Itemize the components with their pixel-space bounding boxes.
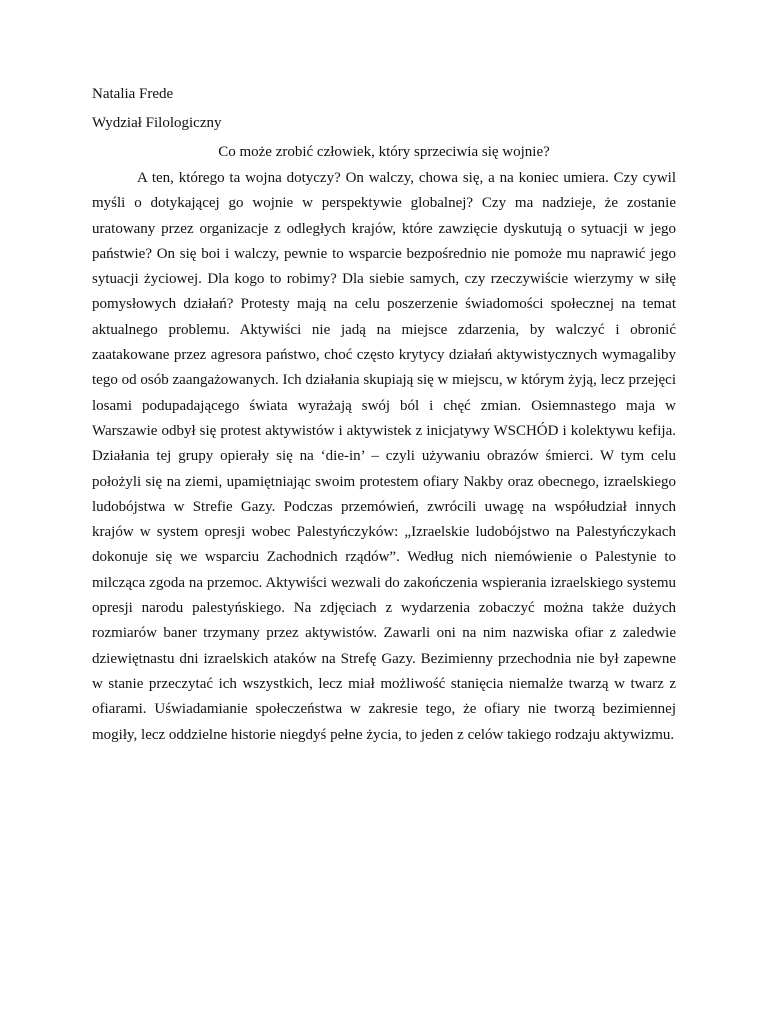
document-content <box>92 84 676 748</box>
faculty-name: Wydział Filologiczny <box>92 115 222 131</box>
author-name: Natalia Frede <box>92 86 174 102</box>
document-title: Co może zrobić człowiek, który sprzeciwia się wojnie? <box>218 144 550 160</box>
body-paragraph: A ten, którego ta wojna dotyczy? On walczy, chowa się, a na koniec umiera. Czy cywil myśli o dotykającej go wojnie w perspektywie globalnej? Czy ma nadzieje, że zostanie uratowany przez organizacje z odległych krajów, które zawzięcie dyskutują o sytuacji w jego państwie? On się boi i walczy, pewnie to wsparcie bezpośrednio nie pomoże mu naprawić jego sytuacji życiowej. Dla kogo to robimy? Dla siebie samych, czy rzeczywiście wierzymy w siłę pomysłowych działań? Protesty mają na celu poszerzenie świadomości społecznej na temat aktualnego problemu. Aktywiści nie jadą na miejsce zdarzenia, by walczyć i obronić zaatakowane przez agresora państwo, choć często krytycy działań aktywistycznych wymagaliby tego od osób zaangażowanych. Ich działania skupiają się w miejscu, w którym żyją, lecz przejęci losami podupadającego świata wyrażają swój ból i chęć zmian. Osiemnastego maja w Warszawie odbył się protest aktywistów i aktywistek z inicjatywy WSCHÓD i kolektywu kefija. Działania tej grupy opierały się na ‘die-in’ – czyli używaniu obrazów śmierci. W tym celu położyli się na ziemi, upamiętniając swoim protestem ofiary Nakby oraz obecnego, izraelskiego ludobójstwa w Strefie Gazy. Podczas przemówień, zwrócili uwagę na współudział innych krajów w system opresji wobec Palestyńczyków: „Izraelskie ludobójstwo na Palestyńczykach dokonuje się we wsparciu Zachodnich rządów”. Według nich niemówienie o Palestynie to milcząca zgoda na przemoc. Aktywiści wezwali do zakończenia wspierania izraelskiego systemu opresji narodu palestyńskiego. Na zdjęciach z wydarzenia zobaczyć można także dużych rozmiarów baner trzymany przez aktywistów. Zawarli oni na nim nazwiska ofiar z zaledwie dziewiętnastu dni izraelskich ataków na Strefę Gazy. Bezimienny przechodnia nie był zapewne w stanie przeczytać ich wszystkich, lecz miał możliwość stanięcia niemalże twarzą w twarz z ofiarami. Uświadamianie społeczeństwa w zakresie tego, że ofiary nie tworzą bezimiennej mogiły, lecz oddzielne historie niegdyś pełne życia, to jeden z celów takiego rodzaju aktywizmu. <box>92 170 676 743</box>
